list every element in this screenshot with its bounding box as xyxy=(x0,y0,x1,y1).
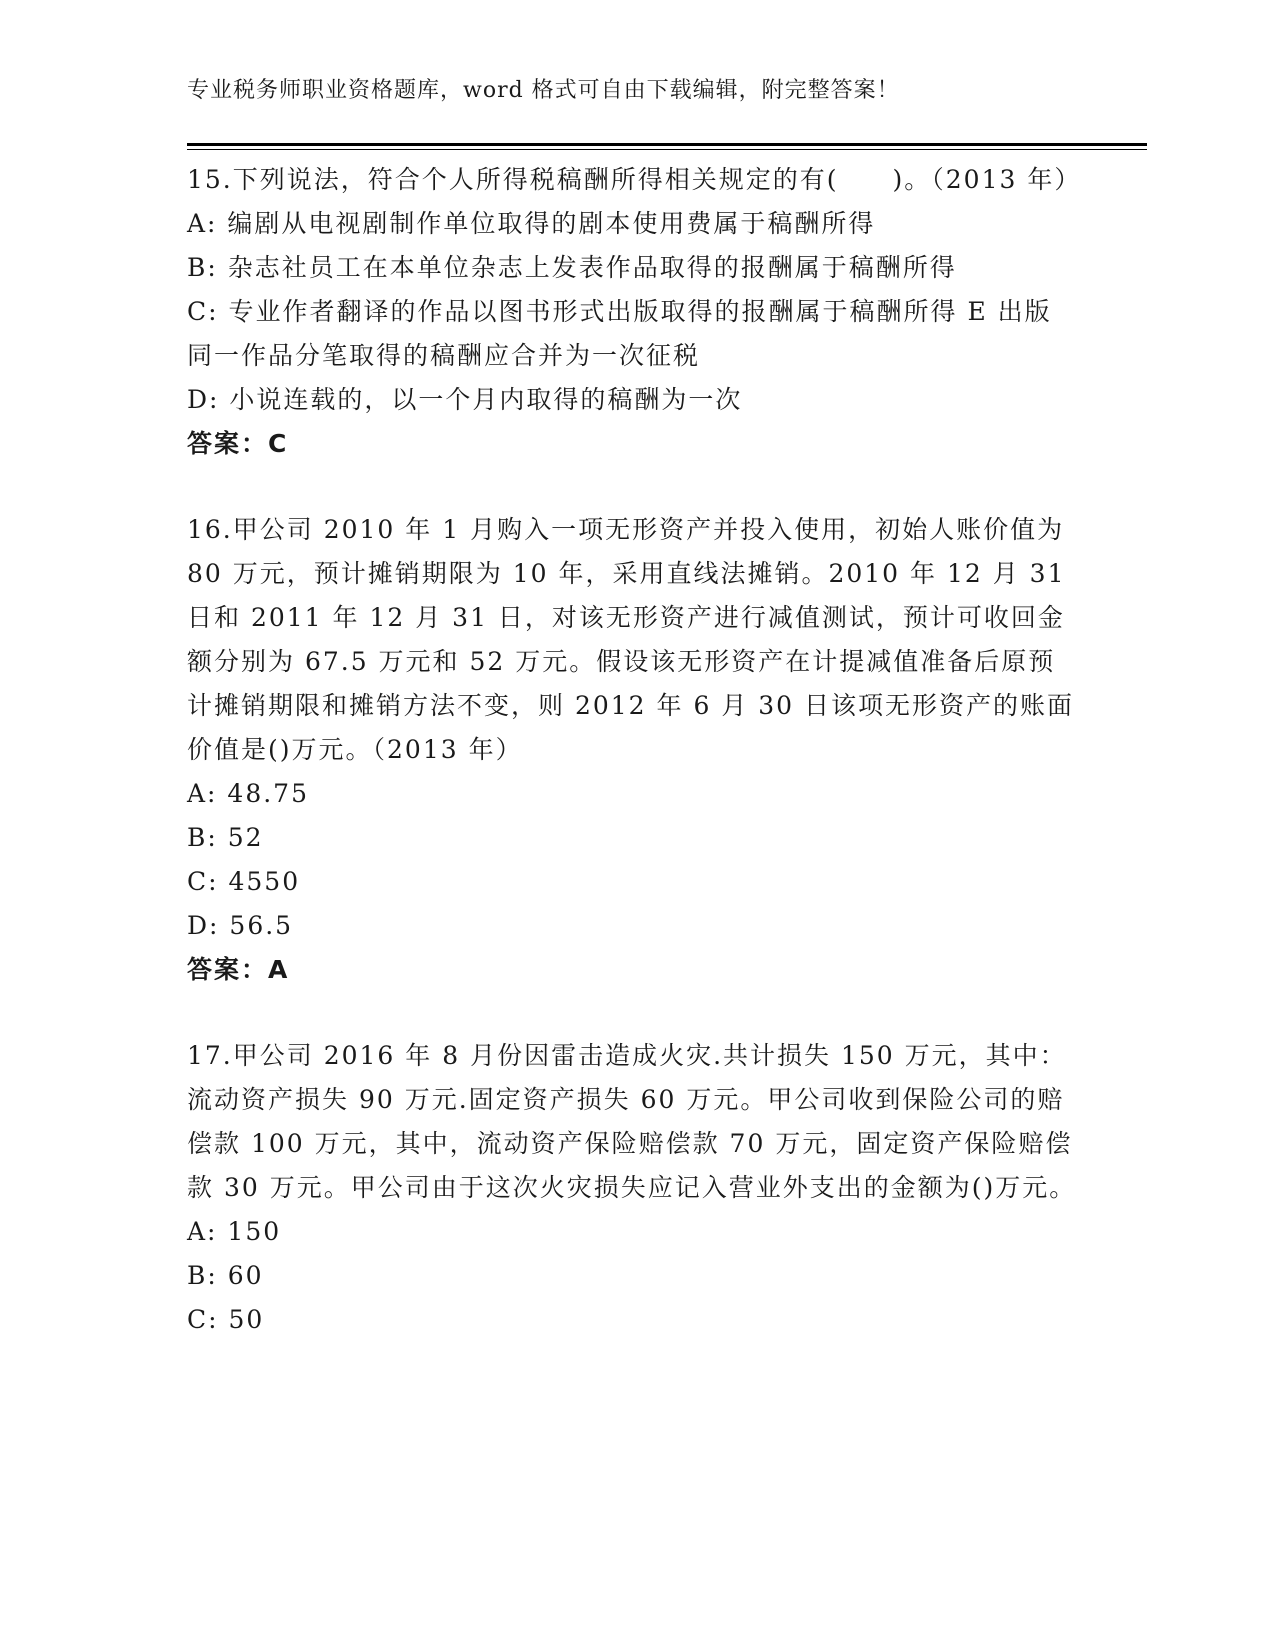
question-text: 17.甲公司 2016 年 8 月份因雷击造成火灾.共计损失 150 万元，其中：流动资产损失 90 万元.固定资产损失 60 万元。甲公司收到保险公司的赔偿款 100 万元，其中，流动资产保险赔偿款 70 万元，固定资产保险赔偿款 30 万元。甲公司由于这次火灾损失应记入营业外支出的金额为()万元。 xyxy=(187,1041,1077,1202)
page-header: 专业税务师职业资格题库，word 格式可自由下载编辑，附完整答案！ xyxy=(187,78,900,103)
option-d: D: 小说连载的，以一个月内取得的稿酬为一次 xyxy=(187,385,743,414)
question-17 xyxy=(187,1034,1077,1342)
option-a: A: 48.75 xyxy=(187,779,309,808)
option-b: B: 杂志社员工在本单位杂志上发表作品取得的报酬属于稿酬所得 xyxy=(187,253,957,282)
question-15 xyxy=(187,158,1082,466)
option-c: C: 50 xyxy=(187,1305,265,1334)
option-c: C: 专业作者翻译的作品以图书形式出版取得的报酬属于稿酬所得 E 出版同一作品分笔取得的稿酬应合并为一次征税 xyxy=(187,297,1052,370)
option-c: C: 4550 xyxy=(187,867,301,896)
option-b: B: 52 xyxy=(187,823,264,852)
option-a: A: 编剧从电视剧制作单位取得的剧本使用费属于稿酬所得 xyxy=(187,209,876,238)
question-list xyxy=(187,158,1082,1384)
option-a: A: 150 xyxy=(187,1217,282,1246)
header-rule-thin xyxy=(187,149,1147,150)
question-16 xyxy=(187,508,1077,992)
question-text: 15.下列说法，符合个人所得税稿酬所得相关规定的有( )。（2013 年） xyxy=(187,165,1082,194)
option-b: B: 60 xyxy=(187,1261,264,1290)
question-text: 16.甲公司 2010 年 1 月购入一项无形资产并投入使用，初始人账价值为 80 万元，预计摊销期限为 10 年，采用直线法摊销。2010 年 12 月 31 日和 2011 年 12 月 31 日，对该无形资产进行减值测试，预计可收回金额分别为 67.5 万元和 52 万元。假设该无形资产在计提减值准备后原预计摊销期限和摊销方法不变，则 2012 年 6 月 30 日该项无形资产的账面价值是()万元。（2013 年） xyxy=(187,515,1075,764)
answer: 答案：C xyxy=(187,429,289,458)
option-d: D: 56.5 xyxy=(187,911,294,940)
header-rule-thick xyxy=(187,143,1147,146)
answer: 答案：A xyxy=(187,955,290,984)
